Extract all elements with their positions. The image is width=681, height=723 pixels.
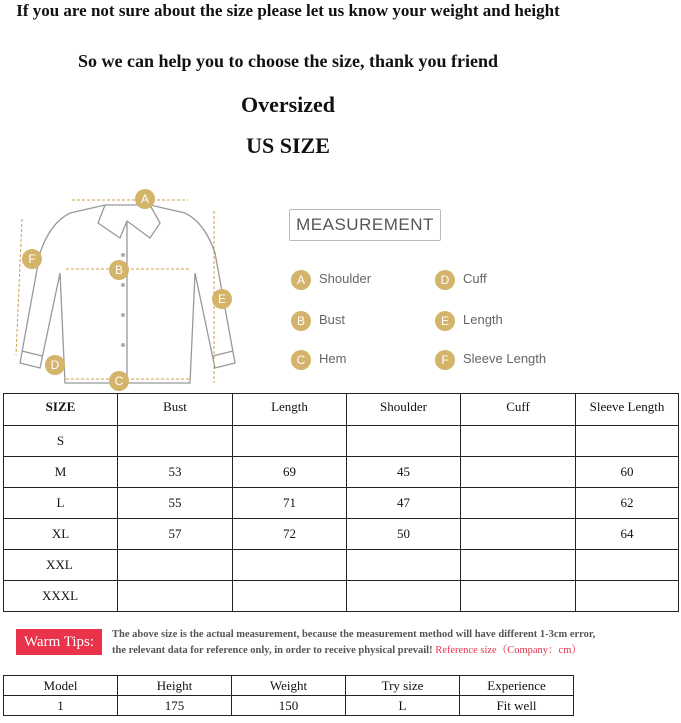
reference-size-note: Reference size（Company：cm） [435, 645, 582, 656]
table-cell: 45 [347, 457, 461, 488]
table-cell: 1 [4, 696, 118, 716]
table-header-cell: Shoulder [347, 394, 461, 426]
table-cell: 53 [118, 457, 233, 488]
table-cell: 55 [118, 488, 233, 519]
table-row [4, 696, 574, 716]
table-cell [233, 426, 347, 457]
badge-e-icon: E [212, 289, 232, 309]
table-cell [461, 426, 576, 457]
table-cell: 150 [232, 696, 346, 716]
badge-f-icon: F [22, 249, 42, 269]
table-cell [233, 581, 347, 612]
table-header-cell: Bust [118, 394, 233, 426]
table-cell: L [4, 488, 118, 519]
table-cell [347, 426, 461, 457]
table-cell: XL [4, 519, 118, 550]
table-cell: Fit well [460, 696, 574, 716]
measurement-title: MEASUREMENT [289, 209, 441, 241]
table-cell: 72 [233, 519, 347, 550]
fit-type-heading: Oversized [240, 92, 336, 117]
warm-tips-label: Warm Tips: [16, 629, 102, 655]
table-header-cell: Length [233, 394, 347, 426]
legend-item-length [435, 310, 503, 331]
table-cell [347, 581, 461, 612]
table-cell: XXXL [4, 581, 118, 612]
table-row [4, 457, 679, 488]
table-cell [461, 550, 576, 581]
table-header-cell: SIZE [4, 394, 118, 426]
legend-item-cuff [435, 269, 487, 290]
warm-tips-text [112, 627, 672, 659]
table-cell [576, 426, 679, 457]
table-cell: XXL [4, 550, 118, 581]
badge-c-icon: C [109, 371, 129, 391]
table-cell: 64 [576, 519, 679, 550]
table-cell [461, 519, 576, 550]
table-cell: S [4, 426, 118, 457]
badge-f-icon: F [435, 350, 455, 370]
legend-label: Sleeve Length [463, 351, 547, 366]
table-cell [461, 581, 576, 612]
table-cell: 50 [347, 519, 461, 550]
table-cell [576, 581, 679, 612]
table-cell: 57 [118, 519, 233, 550]
size-table [3, 393, 679, 612]
size-help-text: So we can help you to choose the size, thank you friend [77, 51, 499, 71]
size-notice: If you are not sure about the size please let us know your weight and height [16, 1, 560, 20]
legend-item-shoulder [291, 269, 371, 290]
table-cell [461, 457, 576, 488]
table-header-cell: Model [4, 676, 118, 696]
table-header-cell: Weight [232, 676, 346, 696]
legend-label: Shoulder [319, 271, 372, 286]
badge-d-icon: D [45, 355, 65, 375]
table-cell [118, 426, 233, 457]
table-cell [118, 581, 233, 612]
table-cell [576, 550, 679, 581]
table-row [4, 519, 679, 550]
shirt-measurement-diagram [10, 183, 260, 395]
size-region-heading: US SIZE [246, 133, 330, 158]
badge-a-icon: A [135, 189, 155, 209]
badge-d-icon: D [435, 270, 455, 290]
badge-a-icon: A [291, 270, 311, 290]
table-cell: 71 [233, 488, 347, 519]
badge-b-icon: B [109, 260, 129, 280]
table-cell: 62 [576, 488, 679, 519]
table-cell: 69 [233, 457, 347, 488]
tips-line-1: The above size is the actual measurement, because the measurement method will have different 1-3cm error, [112, 629, 596, 640]
table-row [4, 550, 679, 581]
legend-label: Hem [319, 351, 347, 366]
table-row [4, 488, 679, 519]
table-header-cell: Height [118, 676, 232, 696]
tips-line-2-wrap [112, 643, 672, 659]
table-cell [118, 550, 233, 581]
table-cell: 47 [347, 488, 461, 519]
table-row [4, 426, 679, 457]
table-cell: 175 [118, 696, 232, 716]
badge-b-icon: B [291, 311, 311, 331]
legend-item-bust [291, 310, 345, 331]
table-cell: M [4, 457, 118, 488]
legend-item-hem [291, 349, 346, 370]
legend-label: Cuff [463, 271, 487, 286]
table-header-row [4, 394, 679, 426]
table-cell: L [346, 696, 460, 716]
table-cell: 60 [576, 457, 679, 488]
table-header-cell: Cuff [461, 394, 576, 426]
table-header-cell: Sleeve Length [576, 394, 679, 426]
badge-c-icon: C [291, 350, 311, 370]
table-header-row [4, 676, 574, 696]
model-table [3, 675, 574, 716]
tips-line-2: the relevant data for reference only, in order to receive physical prevail! [112, 645, 433, 656]
table-row [4, 581, 679, 612]
legend-label: Bust [319, 312, 346, 327]
table-cell [347, 550, 461, 581]
table-cell [461, 488, 576, 519]
badge-e-icon: E [435, 311, 455, 331]
table-header-cell: Experience [460, 676, 574, 696]
legend-label: Length [463, 312, 503, 327]
table-cell [233, 550, 347, 581]
table-header-cell: Try size [346, 676, 460, 696]
legend-item-sleeve-length [435, 349, 546, 370]
